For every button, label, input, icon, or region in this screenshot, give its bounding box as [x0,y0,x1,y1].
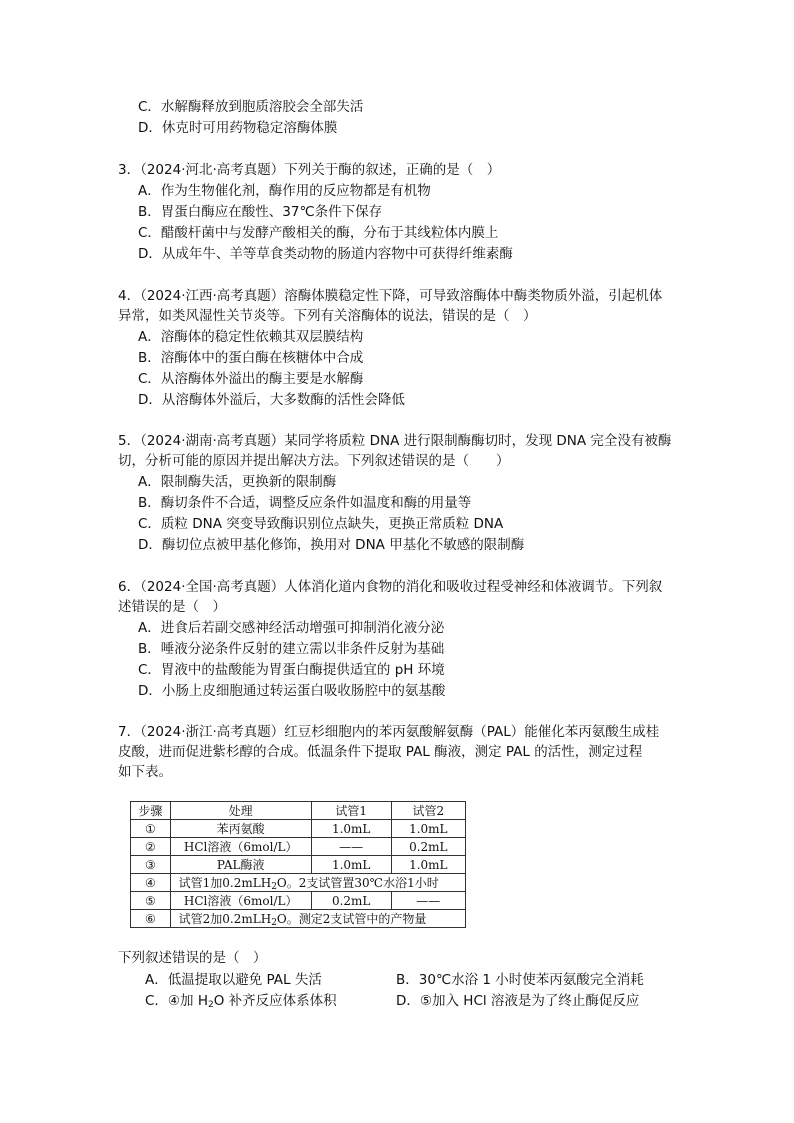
table-cell-tube2: —— [391,892,465,910]
table-cell-treatment: 苯丙氨酸 [170,820,311,838]
subscript-digit: 2 [271,882,277,892]
table-cell-tube1: —— [311,838,391,856]
question-3-option-d: D．从成年牛、羊等草食类动物的肠道内容物中可获得纤维素酶 [138,246,513,262]
table-header-cell: 试管1 [311,802,391,820]
question-5-option-c: C．质粒 DNA 突变导致酶识别位点缺失，更换正常质粒 DNA [138,516,504,532]
table-cell-step: ③ [131,856,171,874]
question-6-option-b: B．唾液分泌条件反射的建立需以非条件反射为基础 [138,641,445,657]
table-cell-merged-instruction [170,910,465,928]
question-6-option-c: C．胃液中的盐酸能为胃蛋白酶提供适宜的 pH 环境 [138,662,445,678]
option-c-text-pre: C．④加 H [145,993,208,1009]
table-cell-merged-instruction [170,874,465,892]
table-cell-tube1: 0.2mL [311,892,391,910]
table-cell-tube2: 0.2mL [391,838,465,856]
question-3-stem: 3．（2024·河北·高考真题）下列关于酶的叙述，正确的是（ ） [118,162,501,178]
question-4-option-a: A．溶酶体的稳定性依赖其双层膜结构 [138,329,364,345]
experiment-steps-table [130,801,466,928]
subscript-digit: 2 [271,918,277,928]
question-7-option-b: B．30℃水浴 1 小时使苯丙氨酸完全消耗 [396,972,644,988]
table-cell-tube2: 1.0mL [391,856,465,874]
question-4-option-b: B．溶酶体中的蛋白酶在核糖体中合成 [138,350,364,366]
table-header-row [131,802,466,820]
question-3-option-b: B．胃蛋白酶应在酸性、37℃条件下保存 [138,204,383,220]
table-cell-step: ④ [131,874,171,892]
question-5-stem-line1: 5．（2024·湖南·高考真题）某同学将质粒 DNA 进行限制酶酶切时，发现 DNA 完全没有被酶 [118,433,672,449]
question-7-prompt: 下列叙述错误的是（ ） [118,950,267,966]
prev-option-d: D．休克时可用药物稳定溶酶体膜 [138,120,338,136]
table-cell-step: ⑥ [131,910,171,928]
option-c-text-post: O 补齐反应体系体积 [213,993,337,1009]
table-header-cell: 处理 [170,802,311,820]
table-cell-treatment: HCl溶液（6mol/L） [170,838,311,856]
table-cell-treatment: PAL酶液 [170,856,311,874]
question-6-option-a: A．进食后若副交感神经活动增强可抑制消化液分泌 [138,620,445,636]
instruction-text-pre: 试管2加0.2mLH [178,912,272,926]
question-4-stem-line1: 4．（2024·江西·高考真题）溶酶体膜稳定性下降，可导致溶酶体中酶类物质外溢，引起机体 [118,288,663,304]
table-cell-tube1: 1.0mL [311,856,391,874]
question-3-option-a: A．作为生物催化剂，酶作用的反应物都是有机物 [138,183,431,199]
instruction-text-pre: 试管1加0.2mLH [178,876,272,890]
table-cell-tube1: 1.0mL [311,820,391,838]
table-header-cell: 试管2 [391,802,465,820]
question-4-option-d: D．从溶酶体外溢后，大多数酶的活性会降低 [138,392,405,408]
question-4-option-c: C．从溶酶体外溢出的酶主要是水解酶 [138,371,364,387]
question-7-stem-line3: 如下表。 [118,764,172,780]
prev-option-c: C．水解酶释放到胞质溶胶会全部失活 [138,99,364,115]
question-5-stem-line2: 切，分析可能的原因并提出解决方法。下列叙述错误的是（ ） [118,453,510,469]
table-cell-step: ⑤ [131,892,171,910]
table-cell-step: ② [131,838,171,856]
instruction-text-post: O。2支试管置30℃水浴1小时 [276,876,439,890]
table-cell-treatment: HCl溶液（6mol/L） [170,892,311,910]
question-7-stem-line1: 7．（2024·浙江·高考真题）红豆杉细胞内的苯丙氨酸解氨酶（PAL）能催化苯丙氨酸生成桂 [118,724,660,740]
table-row [131,820,466,838]
table-row [131,910,466,928]
question-6-stem-line2: 述错误的是（ ） [118,599,226,615]
table-cell-step: ① [131,820,171,838]
question-4-stem-line2: 异常，如类风湿性关节炎等。下列有关溶酶体的说法，错误的是（ ） [118,308,537,324]
table-row [131,838,466,856]
table-row [131,856,466,874]
table-header-cell: 步骤 [131,802,171,820]
question-5-option-b: B．酶切条件不合适，调整反应条件如温度和酶的用量等 [138,495,472,511]
question-3-option-c: C．醋酸杆菌中与发酵产酸相关的酶，分布于其线粒体内膜上 [138,225,499,241]
question-6-option-d: D．小肠上皮细胞通过转运蛋白吸收肠腔中的氨基酸 [138,683,446,699]
question-7-option-c [145,992,337,1010]
question-5-option-a: A．限制酶失活，更换新的限制酶 [138,474,337,490]
question-7-option-a: A．低温提取以避免 PAL 失活 [145,972,322,988]
subscript-digit: 2 [207,1000,214,1010]
instruction-text-post: O。测定2支试管中的产物量 [276,912,427,926]
table-cell-tube2: 1.0mL [391,820,465,838]
question-6-stem-line1: 6．（2024·全国·高考真题）人体消化道内食物的消化和吸收过程受神经和体液调节。下列叙 [118,579,663,595]
table-row [131,874,466,892]
question-7-stem-line2: 皮酸，进而促进紫杉醇的合成。低温条件下提取 PAL 酶液，测定 PAL 的活性，测定过程 [118,744,643,760]
question-7-option-d: D．⑤加入 HCl 溶液是为了终止酶促反应 [396,993,640,1009]
table-row [131,892,466,910]
question-5-option-d: D．酶切位点被甲基化修饰，换用对 DNA 甲基化不敏感的限制酶 [138,537,525,553]
